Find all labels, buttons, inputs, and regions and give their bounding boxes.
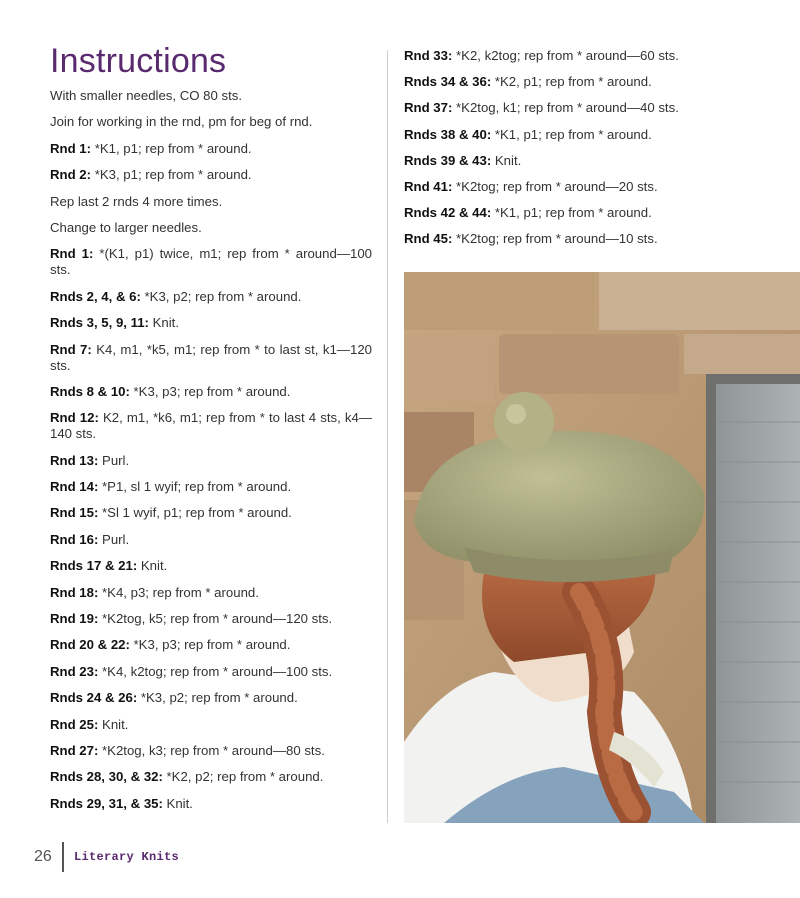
instruction-step: [50, 220, 372, 236]
instruction-step: [404, 179, 704, 195]
instruction-step: [50, 558, 372, 574]
instruction-step: [50, 690, 372, 706]
page-heading: Instructions: [50, 42, 227, 80]
step-text: *Sl 1 wyif, p1; rep from * around.: [98, 505, 292, 521]
footer-divider: [62, 842, 64, 872]
instruction-step: [50, 384, 372, 400]
step-text: Change to larger needles.: [50, 219, 202, 235]
instruction-step: [50, 315, 372, 331]
instruction-step: [50, 532, 372, 548]
step-text: K4, m1, *k5, m1; rep from * to last st, k1—120 sts.: [50, 341, 372, 373]
step-label: Rnds 34 & 36:: [404, 74, 492, 90]
instruction-step: [50, 141, 372, 157]
instruction-step: [404, 48, 704, 64]
instruction-step: [50, 194, 372, 210]
step-label: Rnd 14:: [50, 479, 99, 495]
step-label: Rnd 2:: [50, 167, 92, 183]
instruction-step: [50, 246, 372, 278]
instruction-step: [404, 153, 704, 169]
step-text: *P1, sl 1 wyif; rep from * around.: [98, 479, 292, 495]
instruction-step: [50, 585, 372, 601]
step-text: Knit.: [148, 315, 180, 331]
step-label: Rnd 23:: [50, 663, 99, 679]
instruction-step: [404, 205, 704, 221]
step-text: *K2tog; rep from * around—20 sts.: [452, 178, 658, 194]
step-text: *K2tog; rep from * around—10 sts.: [452, 231, 658, 247]
step-label: Rnd 1:: [50, 140, 92, 156]
step-label: Rnd 1:: [50, 246, 94, 262]
step-text: Knit.: [98, 716, 129, 732]
step-text: With smaller needles, CO 80 sts.: [50, 88, 243, 103]
step-text: Purl.: [98, 531, 130, 547]
page-number: 26: [34, 848, 52, 865]
step-label: Rnds 24 & 26:: [50, 690, 138, 706]
step-label: Rnd 33:: [404, 48, 453, 63]
instruction-step: [50, 637, 372, 653]
instruction-step: [50, 505, 372, 521]
step-text: Knit.: [162, 795, 193, 811]
instruction-step: [50, 743, 372, 759]
step-label: Rnds 42 & 44:: [404, 205, 492, 221]
step-text: *(K1, p1) twice, m1; rep from * around—100 sts.: [50, 246, 373, 278]
step-label: Rnds 17 & 21:: [50, 558, 138, 574]
step-label: Rnds 3, 5, 9, 11:: [50, 315, 149, 331]
instruction-step: [404, 231, 704, 247]
step-text: Purl.: [98, 452, 130, 468]
instruction-step: [50, 342, 372, 374]
instruction-step: [50, 717, 372, 733]
instruction-step: [404, 100, 704, 116]
step-text: *K2tog, k5; rep from * around—120 sts.: [98, 611, 333, 627]
column-divider: [387, 50, 388, 823]
step-label: Rnd 12:: [50, 410, 99, 426]
instruction-step: [50, 114, 372, 130]
step-text: Knit.: [491, 152, 522, 168]
instruction-step: [50, 289, 372, 305]
step-label: Rnd 15:: [50, 505, 99, 521]
step-label: Rnd 25:: [50, 716, 99, 732]
step-text: *K3, p2; rep from * around.: [137, 690, 298, 706]
step-label: Rnd 13:: [50, 452, 99, 468]
instruction-step: [50, 453, 372, 469]
step-text: Rep last 2 rnds 4 more times.: [50, 193, 223, 209]
step-label: Rnd 16:: [50, 531, 99, 547]
step-label: Rnd 20 & 22:: [50, 637, 130, 653]
step-text: *K1, p1; rep from * around.: [491, 205, 652, 221]
instruction-step: [50, 664, 372, 680]
step-label: Rnds 29, 31, & 35:: [50, 795, 163, 811]
step-label: Rnd 45:: [404, 231, 453, 247]
instructions-left-column: [50, 88, 372, 822]
instruction-step: [50, 611, 372, 627]
instruction-step: [50, 88, 372, 104]
step-text: *K1, p1; rep from * around.: [491, 126, 652, 142]
step-label: Rnd 37:: [404, 100, 453, 116]
step-text: *K2tog, k1; rep from * around—40 sts.: [452, 100, 679, 116]
step-label: Rnd 19:: [50, 611, 99, 627]
step-text: *K2, p1; rep from * around.: [491, 74, 652, 90]
step-label: Rnds 2, 4, & 6:: [50, 288, 141, 304]
step-label: Rnds 8 & 10:: [50, 383, 130, 399]
step-text: Join for working in the rnd, pm for beg of rnd.: [50, 114, 313, 130]
step-text: K2, m1, *k6, m1; rep from * to last 4 sts, k4—140 sts.: [50, 410, 373, 442]
instruction-step: [404, 74, 704, 90]
instruction-step: [50, 769, 372, 785]
instruction-step: [50, 410, 372, 442]
step-label: Rnds 38 & 40:: [404, 126, 492, 142]
step-text: *K2, p2; rep from * around.: [162, 769, 324, 785]
instructions-right-column: [404, 48, 704, 258]
step-text: *K3, p1; rep from * around.: [91, 167, 252, 183]
step-text: *K4, k2tog; rep from * around—100 sts.: [98, 663, 333, 679]
step-label: Rnds 28, 30, & 32:: [50, 769, 163, 785]
instruction-step: [50, 796, 372, 812]
knitted-hat-photo: [404, 272, 800, 823]
step-label: Rnds 39 & 43:: [404, 152, 492, 168]
step-label: Rnd 7:: [50, 341, 92, 357]
step-text: *K4, p3; rep from * around.: [98, 584, 259, 600]
book-title: Literary Knits: [74, 850, 180, 864]
step-text: *K2, k2tog; rep from * around—60 sts.: [452, 48, 679, 63]
instruction-step: [404, 127, 704, 143]
instruction-step: [50, 167, 372, 183]
step-text: *K3, p2; rep from * around.: [140, 288, 302, 304]
step-label: Rnd 18:: [50, 584, 99, 600]
step-text: *K3, p3; rep from * around.: [129, 383, 291, 399]
step-text: Knit.: [137, 558, 168, 574]
step-text: *K3, p3; rep from * around.: [129, 637, 291, 653]
step-text: *K1, p1; rep from * around.: [91, 140, 252, 156]
step-text: *K2tog, k3; rep from * around—80 sts.: [98, 742, 325, 758]
step-label: Rnd 27:: [50, 742, 99, 758]
step-label: Rnd 41:: [404, 178, 453, 194]
instruction-step: [50, 479, 372, 495]
